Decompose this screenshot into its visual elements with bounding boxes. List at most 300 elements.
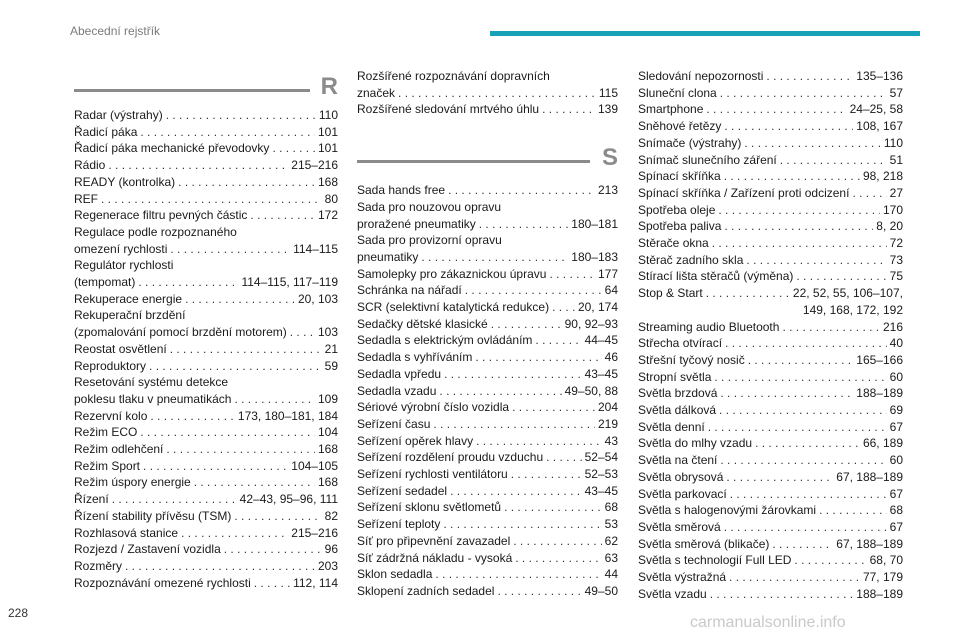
page-header-title: Abecední rejstřík [70, 24, 161, 38]
entry-title: pneumatiky [357, 249, 419, 264]
index-entry [357, 583, 618, 600]
entry-title: Reostat osvětlení [74, 341, 167, 356]
index-entry [638, 152, 903, 169]
entry-title: Střešní tyčový nosič [638, 352, 745, 367]
index-entry [357, 516, 618, 533]
index-entry [638, 218, 903, 235]
entry-title-line: Regulátor rychlosti [74, 258, 174, 273]
entry-pages: 20, 103 [297, 291, 338, 306]
entry-pages: 114–115, 117–119 [241, 275, 338, 290]
entry-pages: 43–45 [584, 483, 618, 498]
entry-pages: 104–105 [291, 458, 338, 473]
entry-title: Sada hands free [357, 183, 446, 198]
entry-title: Režim ECO [74, 425, 138, 440]
index-entry [74, 107, 338, 124]
dot-leader [708, 419, 887, 436]
index-entries-continued [357, 68, 618, 118]
entry-title: Radar (výstrahy) [74, 108, 163, 122]
index-entry [357, 383, 618, 400]
entry-pages: 215–216 [291, 525, 338, 540]
index-entry [638, 235, 903, 252]
entry-title: Spotřeba paliva [638, 219, 722, 234]
index-entry [74, 124, 338, 141]
dot-leader [706, 285, 790, 302]
index-entry [638, 202, 903, 219]
entry-title: Síť zádržná nákladu - vysoká [357, 550, 513, 565]
entry-pages: 188–189 [856, 586, 903, 601]
dot-leader [724, 218, 873, 235]
index-entry [638, 168, 903, 185]
entry-title-line: Sada pro provizorní opravu [357, 233, 502, 248]
entry-title: (zpomalování pomocí brzdění motorem) [74, 325, 287, 340]
entry-pages: 59 [324, 358, 338, 373]
dot-leader [511, 466, 582, 483]
dot-leader [170, 241, 290, 258]
entry-pages: 43–45 [584, 366, 618, 381]
entry-pages: 90, 92–93 [564, 316, 618, 331]
entry-title: Světla parkovací [638, 486, 727, 501]
entry-title: Režim odlehčení [74, 442, 164, 457]
dot-leader [744, 135, 881, 152]
entry-pages: 49–50, 88 [564, 383, 618, 398]
index-entry [357, 533, 618, 550]
entry-pages: 40 [889, 336, 903, 351]
entry-title: Stropní světla [638, 369, 712, 384]
entry-pages: 110 [318, 108, 338, 122]
entry-pages: 52–54 [584, 450, 618, 465]
entry-title-line: Regulace podle rozpoznaného [74, 224, 237, 239]
dot-leader [720, 85, 887, 102]
entry-pages: 63 [604, 550, 618, 565]
index-entry [74, 441, 338, 458]
dot-leader [421, 249, 568, 266]
entry-pages: 109 [317, 391, 338, 406]
index-entry [357, 399, 618, 416]
index-column-3 [638, 68, 903, 603]
entry-pages: 165–166 [856, 352, 903, 367]
dot-leader [796, 268, 886, 285]
entry-title: Režim úspory energie [74, 475, 191, 490]
index-entry [638, 385, 903, 402]
entry-title: Seřízení rozdělení proudu vzduchu [357, 450, 544, 465]
entry-title: Stop & Start [638, 286, 703, 301]
dot-leader [549, 266, 595, 283]
index-entry [74, 191, 338, 208]
entry-pages: 188–189 [856, 386, 903, 401]
dot-leader [112, 491, 237, 508]
watermark: carmanualsonline.info [690, 614, 846, 631]
index-entry [357, 182, 618, 199]
index-entry [638, 519, 903, 536]
dot-leader [166, 107, 316, 124]
index-entry [74, 257, 338, 290]
index-entry [74, 224, 338, 257]
index-entries [638, 68, 903, 603]
index-entry [74, 408, 338, 425]
index-entry [638, 118, 903, 135]
index-entry [357, 68, 618, 101]
index-entry [638, 335, 903, 352]
dot-leader [108, 157, 288, 174]
entry-pages: 64 [604, 283, 618, 298]
entry-pages: 203 [317, 558, 338, 573]
dot-leader [138, 274, 238, 291]
entry-pages: 170 [882, 202, 903, 217]
entry-pages: 215–216 [291, 158, 338, 173]
index-entry [638, 536, 903, 553]
entry-title: Světla brzdová [638, 386, 718, 401]
entry-title-line: Sada pro nouzovou opravu [357, 199, 502, 214]
index-entry [74, 575, 338, 592]
dot-leader [724, 519, 887, 536]
dot-leader [766, 68, 853, 85]
entry-title: značek [357, 85, 396, 100]
dot-leader [181, 525, 288, 542]
entry-pages: 52–53 [584, 467, 618, 482]
entry-pages: 77, 179 [862, 570, 903, 585]
entry-pages: 98, 218 [862, 169, 903, 184]
page-number: 228 [8, 606, 29, 620]
entry-pages: 62 [604, 533, 618, 548]
dot-leader [512, 399, 595, 416]
entry-title: Stěrače okna [638, 236, 709, 251]
entry-title: Síť pro připevnění zavazadel [357, 533, 511, 548]
entry-title: Snímač slunečního záření [638, 152, 777, 167]
entry-pages: 139 [597, 102, 618, 117]
dot-leader [720, 452, 886, 469]
entry-pages: 49–50 [584, 583, 618, 598]
dot-leader [150, 408, 235, 425]
entry-pages: 46 [604, 350, 618, 365]
index-column-2 [357, 68, 618, 600]
entry-title: Smartphone [638, 102, 704, 117]
entry-title: Řízení [74, 492, 109, 507]
index-entry [357, 101, 618, 118]
index-entry [638, 319, 903, 336]
entry-pages: 82 [324, 508, 338, 523]
entry-title: omezení rychlosti [74, 241, 168, 256]
entry-title: Seřízení sedadel [357, 483, 448, 498]
entry-pages: 8, 20 [876, 219, 903, 234]
entry-title: Světla vzadu [638, 586, 707, 601]
entry-title: Sedadla vpředu [357, 366, 442, 381]
entry-pages: 135–136 [856, 69, 903, 83]
dot-leader [272, 140, 315, 157]
dot-leader [185, 291, 295, 308]
entry-pages: 57 [889, 85, 903, 100]
entry-title: Sluneční clona [638, 85, 717, 100]
index-entry [357, 199, 618, 232]
index-entry [357, 232, 618, 265]
index-entry [357, 332, 618, 349]
entry-pages: 43 [604, 433, 618, 448]
entry-pages: 68 [889, 503, 903, 518]
dot-leader [515, 550, 601, 567]
entry-pages: 80 [324, 191, 338, 206]
index-entry [74, 157, 338, 174]
dot-leader [782, 319, 880, 336]
entry-pages: 60 [889, 369, 903, 384]
dot-leader [398, 85, 596, 102]
dot-leader [772, 536, 833, 553]
entry-pages: 110 [883, 135, 903, 150]
entry-title: Samolepky pro zákaznickou úpravu [357, 266, 547, 281]
entry-pages: 173, 180–181, 184 [237, 408, 338, 423]
entry-pages: 67 [889, 486, 903, 501]
entry-title: Rozhlasová stanice [74, 525, 179, 540]
index-entry [638, 268, 903, 285]
entry-pages: 96 [324, 542, 338, 557]
entry-title: Sedačky dětské klasické [357, 316, 488, 331]
entry-title: Snímače (výstrahy) [638, 135, 742, 150]
entry-pages: 75 [889, 269, 903, 284]
dot-leader [290, 324, 315, 341]
dot-leader [729, 569, 860, 586]
entry-title: Režim Sport [74, 458, 141, 473]
section-letter: S [601, 144, 618, 172]
index-entry [74, 140, 338, 157]
section-heading-s [357, 144, 618, 178]
dot-leader [546, 449, 582, 466]
entry-title: Rezervní kolo [74, 408, 148, 423]
entry-pages: 68 [604, 500, 618, 515]
dot-leader [730, 486, 887, 503]
entry-pages: 213 [597, 183, 618, 198]
index-entry [638, 185, 903, 202]
dot-leader [748, 352, 854, 369]
index-entries [74, 107, 338, 591]
section-rule [357, 160, 590, 163]
dot-leader [450, 483, 582, 500]
dot-leader [755, 435, 860, 452]
entry-pages: 115 [598, 85, 618, 100]
entry-title: Světla dálková [638, 403, 717, 418]
entry-pages: 172 [317, 208, 338, 223]
entry-title-line: Rozšířené rozpoznávání dopravních [357, 69, 550, 83]
entry-title: proražené pneumatiky [357, 216, 476, 231]
dot-leader [726, 469, 833, 486]
entry-title: Sněhové řetězy [638, 119, 722, 134]
index-entry [357, 466, 618, 483]
entry-title: Streaming audio Bluetooth [638, 319, 780, 334]
entry-pages: 101 [317, 141, 338, 156]
index-entry [638, 569, 903, 586]
dot-leader [542, 101, 595, 118]
dot-leader [706, 101, 846, 118]
entry-title: (tempomat) [74, 275, 136, 290]
dot-leader [720, 385, 853, 402]
dot-leader [234, 391, 315, 408]
entry-title: SCR (selektivní katalytická redukce) [357, 300, 550, 315]
entry-title: Seřízení teploty [357, 517, 441, 532]
index-entry [74, 174, 338, 191]
index-entry [638, 402, 903, 419]
section-heading-r [74, 73, 338, 107]
entry-pages: 21 [324, 341, 338, 356]
dot-leader [714, 369, 886, 386]
entry-title: Stírací lišta stěračů (výměna) [638, 269, 794, 284]
index-entry [638, 285, 903, 318]
dot-leader [712, 235, 887, 252]
entry-pages: 67, 188–189 [836, 469, 903, 484]
dot-leader [143, 458, 288, 475]
entry-title: Řadicí páka [74, 124, 138, 139]
entry-pages: 108, 167 [856, 119, 903, 134]
entry-title: Rozjezd / Zastavení vozidla [74, 542, 221, 557]
index-entry [357, 266, 618, 283]
entry-title: Světla na čtení [638, 453, 718, 468]
index-entry [357, 282, 618, 299]
entry-pages: 66, 189 [862, 436, 903, 451]
index-entry [357, 349, 618, 366]
dot-leader [224, 541, 322, 558]
dot-leader [852, 185, 886, 202]
index-entry [357, 550, 618, 567]
index-entry [638, 85, 903, 102]
entry-title: Světla s halogenovými žárovkami [638, 503, 817, 518]
index-entry [638, 369, 903, 386]
entry-title: Seřízení času [357, 416, 431, 431]
index-entry [357, 433, 618, 450]
index-entry [638, 435, 903, 452]
entry-title: Reproduktory [74, 358, 147, 373]
section-letter: R [320, 73, 338, 100]
dot-leader [497, 583, 581, 600]
dot-leader [794, 552, 866, 569]
dot-leader [194, 474, 315, 491]
index-entry [74, 424, 338, 441]
entry-pages: 168 [317, 442, 338, 457]
entry-pages: 68, 70 [869, 553, 903, 568]
index-entry [74, 207, 338, 224]
index-entry [357, 416, 618, 433]
dot-leader [475, 349, 601, 366]
index-entry [357, 499, 618, 516]
index-entry [638, 452, 903, 469]
section-rule [74, 89, 310, 92]
index-entry [357, 449, 618, 466]
dot-leader [465, 282, 602, 299]
entry-title: Světla do mlhy vzadu [638, 436, 753, 451]
index-entry [74, 341, 338, 358]
dot-leader [718, 202, 880, 219]
entry-title: Sklon sedadla [357, 567, 433, 582]
dot-leader [125, 558, 315, 575]
index-entry [74, 508, 338, 525]
entry-title: Světla směrová (blikače) [638, 536, 770, 551]
entry-title: Stěrač zadního skla [638, 252, 744, 267]
entry-pages: 24–25, 58 [849, 102, 903, 117]
dot-leader [254, 575, 290, 592]
index-entry [357, 483, 618, 500]
entry-title: Regenerace filtru pevných částic [74, 208, 248, 223]
entry-pages: 69 [889, 403, 903, 418]
dot-leader [819, 502, 887, 519]
entry-pages: 51 [889, 152, 903, 167]
dot-leader [476, 433, 602, 450]
index-entry [638, 552, 903, 569]
entry-pages-continued: 149, 168, 172, 192 [802, 302, 903, 317]
dot-leader [504, 499, 602, 516]
dot-leader [724, 168, 860, 185]
entry-title: Řízení stability přívěsu (TSM) [74, 508, 232, 523]
dot-leader [439, 383, 561, 400]
index-entry [74, 307, 338, 340]
index-entry [638, 586, 903, 603]
entry-title: Schránka na nářadí [357, 283, 462, 298]
entry-title: Světla s technologií Full LED [638, 553, 792, 568]
entry-pages: 42–43, 95–96, 111 [239, 492, 338, 507]
entry-pages: 112, 114 [293, 575, 338, 590]
entry-title: Světla obrysová [638, 469, 724, 484]
index-entry [357, 316, 618, 333]
entry-pages: 204 [597, 400, 618, 415]
dot-leader [724, 118, 853, 135]
index-entry [638, 68, 903, 85]
entry-title: Světla výstražná [638, 570, 727, 585]
entry-pages: 180–181 [571, 216, 618, 231]
index-entries [357, 182, 618, 600]
index-entry [638, 101, 903, 118]
index-entry [74, 541, 338, 558]
index-entry [74, 491, 338, 508]
entry-title: Světla směrová [638, 519, 721, 534]
dot-leader [719, 402, 887, 419]
entry-title: Rozměry [74, 558, 123, 573]
entry-title: poklesu tlaku v pneumatikách [74, 391, 232, 406]
index-entry [74, 291, 338, 308]
entry-pages: 73 [889, 252, 903, 267]
entry-title-line: Rekuperační brzdění [74, 308, 186, 323]
index-entry [638, 352, 903, 369]
dot-leader [435, 566, 601, 583]
entry-title: Sklopení zadních sedadel [357, 583, 495, 598]
dot-leader [178, 174, 315, 191]
entry-pages: 168 [317, 475, 338, 490]
entry-title: Seřízení rychlosti ventilátoru [357, 467, 508, 482]
dot-leader [250, 207, 315, 224]
entry-title-line: Resetování systému detekce [74, 375, 229, 390]
dot-leader [101, 191, 322, 208]
dot-leader [166, 441, 315, 458]
index-entry [638, 135, 903, 152]
entry-title: Sedadla s elektrickým ovládáním [357, 333, 533, 348]
entry-pages: 67 [889, 519, 903, 534]
entry-title: Řadicí páka mechanické převodovky [74, 141, 270, 156]
entry-title: Rádio [74, 158, 106, 173]
index-entry [638, 419, 903, 436]
entry-pages: 219 [597, 416, 618, 431]
entry-pages: 27 [889, 185, 903, 200]
entry-pages: 101 [317, 124, 338, 139]
entry-title: Spotřeba oleje [638, 202, 716, 217]
entry-pages: 44 [604, 567, 618, 582]
entry-title: Spínací skříňka [638, 169, 721, 184]
entry-pages: 20, 174 [577, 300, 618, 315]
index-entry [638, 486, 903, 503]
entry-pages: 177 [597, 266, 618, 281]
dot-leader [780, 152, 887, 169]
entry-pages: 60 [889, 453, 903, 468]
index-entry [638, 502, 903, 519]
entry-title: Sériové výrobní číslo vozidla [357, 400, 510, 415]
entry-pages: 168 [317, 174, 338, 189]
entry-title: REF [74, 191, 98, 206]
dot-leader [140, 124, 315, 141]
dot-leader [479, 216, 569, 233]
entry-title: Seřízení opěrek hlavy [357, 433, 474, 448]
dot-leader [170, 341, 322, 358]
